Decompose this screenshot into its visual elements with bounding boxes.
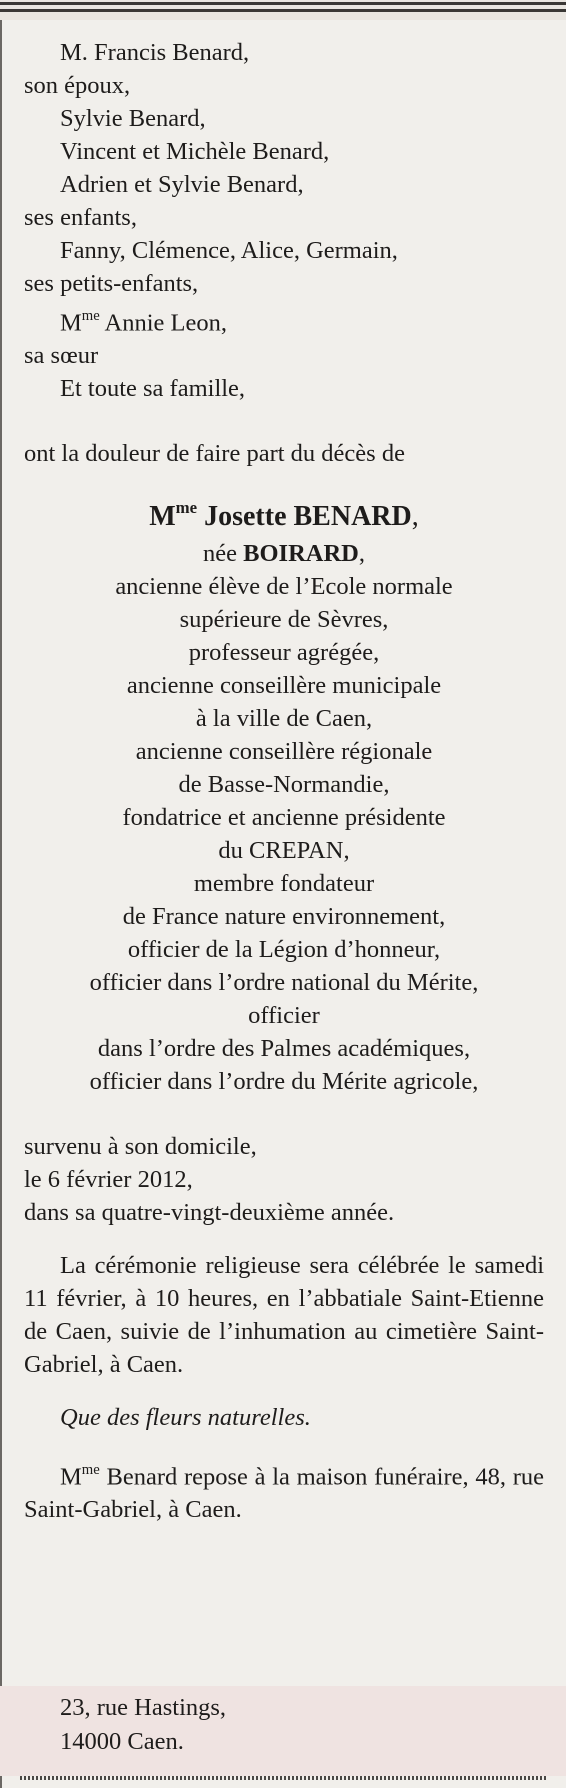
title-line: officier dans l’ordre du Mérite agricole, — [89, 1068, 479, 1096]
sister-name: Annie Leon, — [99, 309, 227, 337]
titles-list — [24, 570, 544, 1098]
announcer-line: Sylvie Benard, — [60, 105, 206, 132]
death-notice — [24, 36, 544, 1526]
death-details — [24, 1130, 544, 1229]
announcer-line: Fanny, Clémence, Alice, Germain, — [60, 237, 398, 264]
family-line: Et toute sa famille, — [60, 375, 246, 403]
sister-relation: sa sœur — [24, 342, 99, 370]
title-line: de Basse-Normandie, — [178, 771, 390, 799]
announcers-list — [24, 36, 544, 300]
title-line: dans l’ordre des Palmes académiques, — [97, 1035, 471, 1063]
address-city: 14000 Caen. — [60, 1728, 184, 1755]
title-line: fondatrice et ancienne présidente — [122, 804, 446, 832]
title-line: du CREPAN, — [218, 837, 350, 865]
flowers-note: Que des fleurs naturelles. — [60, 1404, 311, 1432]
address-street: 23, rue Hastings, — [60, 1694, 227, 1721]
announcer-line: Adrien et Sylvie Benard, — [60, 171, 304, 198]
repose-paragraph: $M^{me}$ Benard repose à la maison funéraire, 48, rue Saint-Gabriel, à Caen. — [24, 1462, 544, 1524]
death-detail-line: survenu à son domicile, — [24, 1133, 257, 1161]
death-detail-line: dans sa quatre-vingt-deuxième année. — [24, 1199, 395, 1227]
bottom-dotted-rule — [20, 1776, 546, 1780]
ceremony-paragraph: La cérémonie religieuse sera célébrée le samedi 11 février, à 10 heures, en l’abbatiale Saint-Etienne de Caen, suivie de l’inhumation au cimetière Saint-Gabriel, à Caen. — [24, 1252, 544, 1379]
deceased-name: $M^{me}$ Josette BENARD, — [149, 498, 419, 533]
title-line: membre fondateur — [193, 870, 375, 898]
announcer-line: M. Francis Benard, — [60, 39, 250, 66]
maiden-name: née BOIRARD, — [203, 540, 365, 568]
title-me: me — [81, 308, 100, 324]
sister-line — [24, 300, 544, 339]
address-block — [0, 1686, 566, 1776]
announcer-line: ses petits-enfants, — [24, 270, 199, 297]
title-line: officier — [248, 1002, 320, 1030]
title-m: M — [60, 309, 82, 337]
death-detail-line: le 6 février 2012, — [24, 1166, 193, 1194]
title-line: supérieure de Sèvres, — [179, 606, 389, 634]
title-line: officier de la Légion d’honneur, — [127, 936, 441, 964]
announcer-line: Vincent et Michèle Benard, — [60, 138, 330, 165]
announcer-line: ses enfants, — [24, 204, 137, 231]
announcer-line: son époux, — [24, 72, 131, 99]
title-line: à la ville de Caen, — [195, 705, 373, 733]
title-line: professeur agrégée, — [188, 639, 380, 667]
left-column-rule — [0, 20, 2, 1788]
top-double-rule — [0, 0, 566, 20]
announcement-line: ont la douleur de faire part du décès de — [24, 440, 405, 468]
title-line: ancienne conseillère municipale — [126, 672, 442, 700]
title-line: de France nature environnement, — [122, 903, 446, 931]
title-line: ancienne élève de l’Ecole normale — [115, 573, 453, 601]
title-line: officier dans l’ordre national du Mérite, — [89, 969, 479, 997]
title-line: ancienne conseillère régionale — [135, 738, 433, 766]
